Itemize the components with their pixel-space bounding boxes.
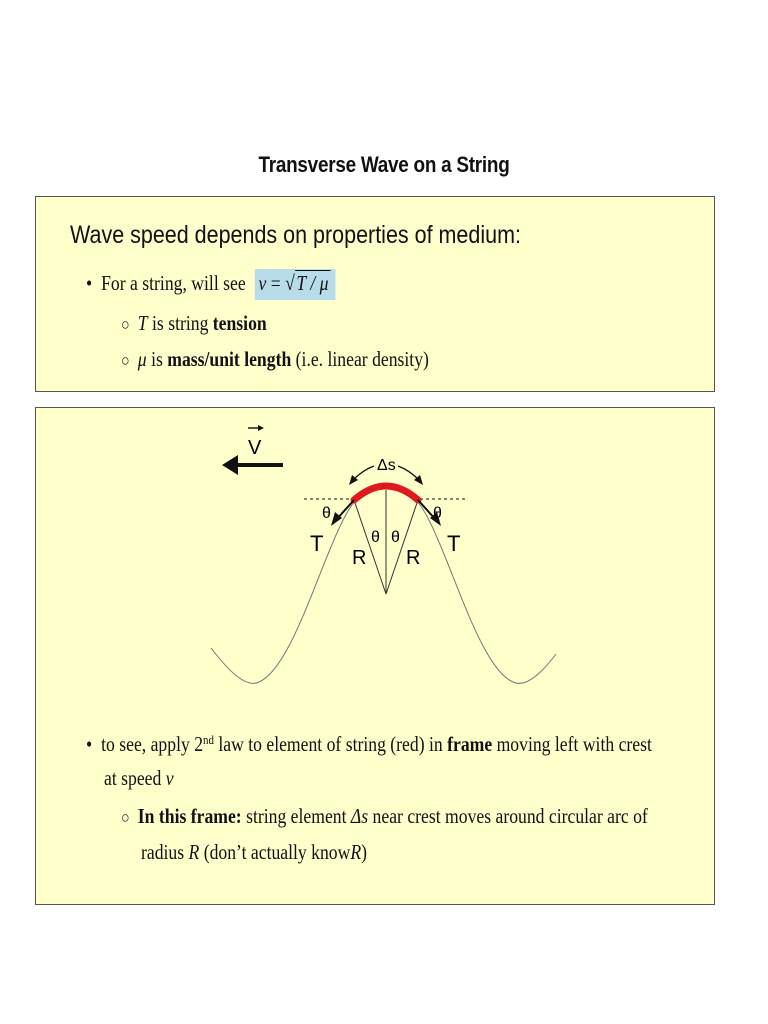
vector-arrowhead-icon <box>258 425 264 431</box>
theta-label-right: θ <box>433 505 442 522</box>
speed-formula: v = √T / μ <box>255 269 335 300</box>
delta-s-arc-left <box>353 466 374 480</box>
sub-bullet-tension: ○ T is string tension <box>121 311 267 335</box>
theta-label-left: θ <box>322 505 331 522</box>
page-title: Transverse Wave on a String <box>258 152 510 177</box>
wave-string <box>211 484 556 683</box>
sub-bullet-frame-line2: radius R (don’t actually knowR) <box>141 840 368 864</box>
second-law-box <box>35 407 715 905</box>
box1-heading: Wave speed depends on properties of medium: <box>70 221 521 249</box>
theta-label-center-right: θ <box>391 529 400 546</box>
circle-bullet: ○ <box>121 808 130 827</box>
circle-bullet: ○ <box>121 351 130 370</box>
delta-s-arc-right <box>398 466 419 480</box>
bullet-second-law-line2: at speed v <box>104 766 174 790</box>
sub-bullet-density: ○ μ is mass/unit length (i.e. linear density) <box>121 347 429 371</box>
sqrt-symbol: √ <box>285 271 295 295</box>
bullet-string-speed: • For a string, will see v = √T / μ <box>86 269 335 300</box>
bullet-second-law: • to see, apply 2nd law to element of string (red) in frame moving left with crest <box>86 732 652 756</box>
wave-speed-box <box>35 196 715 392</box>
radius-label-left: R <box>352 547 367 569</box>
bullet-dot: • <box>86 732 93 756</box>
delta-s-label: Δs <box>377 457 396 474</box>
tension-label-left: T <box>310 531 324 556</box>
bullet-dot: • <box>86 271 93 295</box>
wave-diagram <box>36 408 714 708</box>
tension-label-right: T <box>447 531 461 556</box>
velocity-label: V <box>248 437 262 459</box>
radicand: T / μ <box>296 271 329 295</box>
circle-bullet: ○ <box>121 315 130 334</box>
sub-bullet-frame: ○ In this frame: string element Δs near crest moves around circular arc of <box>121 804 648 828</box>
velocity-arrowhead <box>222 455 238 475</box>
theta-label-center-left: θ <box>371 529 380 546</box>
radius-label-right: R <box>406 547 421 569</box>
